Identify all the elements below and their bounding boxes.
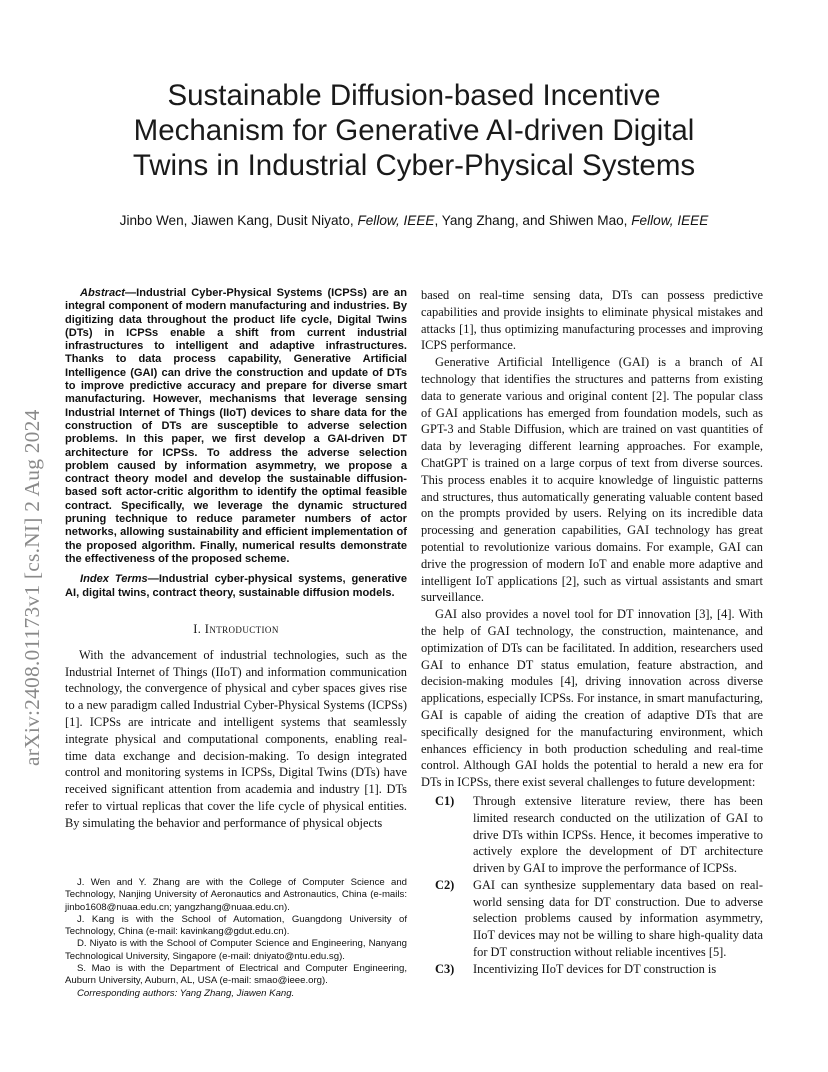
challenge-tag: C3) (435, 961, 455, 976)
index-terms-label: Index Terms (80, 573, 148, 586)
footnote: D. Niyato is with the School of Computer Science and Engineering, Nanyang Technological University, Singapore (e-mail: dniyato@ntu.edu.sg). (65, 938, 407, 962)
footnote: J. Kang is with the School of Automation, Guangdong University of Technology, China (e-mail: kavinkang@gdut.edu.cn). (65, 913, 407, 938)
authors-part: , Yang Zhang, and Shiwen Mao, (434, 213, 632, 228)
list-item (421, 877, 763, 961)
fellow-title: Fellow, IEEE (357, 213, 435, 228)
arxiv-stamp-text: arXiv:2408.01173v1 [cs.NI] 2 Aug 2024 (20, 409, 44, 766)
index-terms (65, 573, 407, 600)
abstract-label: Abstract (80, 287, 126, 299)
challenge-tag: C1) (435, 793, 455, 808)
arxiv-stamp (20, 296, 52, 766)
authors-part: Jinbo Wen, Jiawen Kang, Dusit Niyato, (119, 213, 358, 228)
index-terms-text: —Industrial cyber-physical systems, generative AI, digital twins, contract theory, sustainable diffusion models. (65, 573, 407, 599)
left-column (65, 287, 407, 832)
body-paragraph: Generative Artificial Intelligence (GAI) is a branch of AI technology that identifies the structures and patterns from existing data to generate various and original content [2]. The popular class of GAI applications has emerged from foundation models, such as GPT-3 and Stable Diffusion, which are trained on vast quantities of data by leveraging different learning approaches. For example, ChatGPT is trained on a large corpus of text from diverse sources. This process enables it to acquire knowledge of linguistic patterns and structures, thus automatically generating valuable content based on the prompts provided by users. Relying on its incredible data processing and generation capabilities, GAI technology has great potential to revolutionize various domains. For example, GAI can drive the progression of modern IoT and enable more adaptive and intelligent IoT applications [2], such as virtual assistants and smart surveillance. (421, 355, 763, 605)
body-paragraph: based on real-time sensing data, DTs can possess predictive capabilities and provide insights to eliminate physical mistakes and attacks [1], thus optimizing manufacturing processes and improving ICPS performance. (421, 288, 763, 353)
section-number: I. (193, 621, 205, 636)
challenge-text: Through extensive literature review, there has been limited research conducted on the utilization of GAI to drive DTs within ICPSs. Hence, it becomes imperative to actively explore the development of DT architecture driven by GAI to improve the performance of ICPSs. (473, 793, 763, 876)
intro-paragraph: With the advancement of industrial technologies, such as the Industrial Internet of Things (IIoT) and information communication technology, the convergence of physical and cyber spaces gives rise to a new paradigm called Industrial Cyber-Physical Systems (ICPSs) [1]. ICPSs are intricate and intelligent systems that seamlessly integrate physical and computational components, enabling real-time data exchange and decision-making. To design integrated control and monitoring systems in ICPSs, Digital Twins (DTs) have received significant attention from academia and industry [1]. DTs refer to virtual replicas that cover the life cycle of physical entities. By simulating the behavior and performance of physical objects (65, 647, 407, 830)
corresponding-authors: Corresponding authors: Yang Zhang, Jiawen Kang. (77, 987, 295, 999)
title-line: Sustainable Diffusion-based Incentive (167, 79, 661, 112)
fellow-title: Fellow, IEEE (631, 213, 709, 228)
body-paragraph: GAI also provides a novel tool for DT innovation [3], [4]. With the help of GAI technology, the construction, maintenance, and optimization of DTs can be facilitated. In addition, researchers used GAI to enhance DT status emulation, feature abstraction, and decision-making modules [4], driving innovation across diverse applications, especially ICPSs. For instance, in smart manufacturing, GAI is capable of aiding the creation of adaptive DTs that are specifically designed for the manufacturing environment, which enhances efficiency in both production scheduling and real-time control. Although GAI holds the potential to herald a new era for DTs in ICPSs, there exist several challenges to future development: (421, 607, 763, 790)
title-line: Twins in Industrial Cyber-Physical Systems (132, 149, 696, 182)
paper-title (60, 78, 768, 183)
challenge-tag: C2) (435, 877, 455, 892)
right-column (421, 287, 763, 978)
footnote: S. Mao is with the Department of Electrical and Computer Engineering, Auburn University, Auburn, AL, USA (e-mail: smao@ieee.org). (65, 963, 407, 987)
title-line: Mechanism for Generative AI-driven Digital (133, 114, 695, 147)
list-item (421, 961, 763, 978)
challenge-text: Incentivizing IIoT devices for DT construction is (473, 961, 717, 976)
list-item (421, 793, 763, 877)
abstract (65, 287, 407, 566)
footnote: J. Wen and Y. Zhang are with the College of Computer Science and Technology, Nanjing University of Aeronautics and Astronautics, China (e-mails: jinbo1608@nuaa.edu.cn; yangzhang@nuaa.edu.cn). (65, 877, 407, 913)
challenge-text: GAI can synthesize supplementary data based on real-world sensing data for DT construction. Due to adverse selection problems caused by information asymmetry, IIoT devices may not be willing to share high-quality data for DT construction without reliable incentives [5]. (473, 877, 763, 960)
author-list (40, 212, 788, 230)
footnotes (65, 877, 407, 1000)
section-name: Introduction (204, 621, 279, 636)
challenge-list (421, 793, 763, 978)
abstract-text: —Industrial Cyber-Physical Systems (ICPSs) are an integral component of modern manufacturing and industries. By digitizing data throughout the product life cycle, Digital Twins (DTs) in ICPSs enable a shift from current industrial infrastructures to intelligent and adaptive infrastructures. Thanks to data process capability, Generative Artificial Intelligence (GAI) can drive the construction and update of DTs to improve predictive accuracy and prepare for diverse smart manufacturing. However, mechanisms that leverage sensing Industrial Internet of Things (IIoT) devices to share data for the construction of DTs are susceptible to adverse selection problems. In this paper, we first develop a GAI-driven DT architecture for ICPSs. To address the adverse selection problem caused by information asymmetry, we propose a contract theory model and develop the sustainable diffusion-based soft actor-critic algorithm to identify the optimal feasible contract. Specifically, we leverage the dynamic structured pruning technique to reduce parameter numbers of actor networks, allowing sustainability and efficient implementation of the proposed algorithm. Finally, numerical results demonstrate the effectiveness of the proposed scheme. (65, 287, 407, 565)
section-heading (65, 622, 407, 637)
